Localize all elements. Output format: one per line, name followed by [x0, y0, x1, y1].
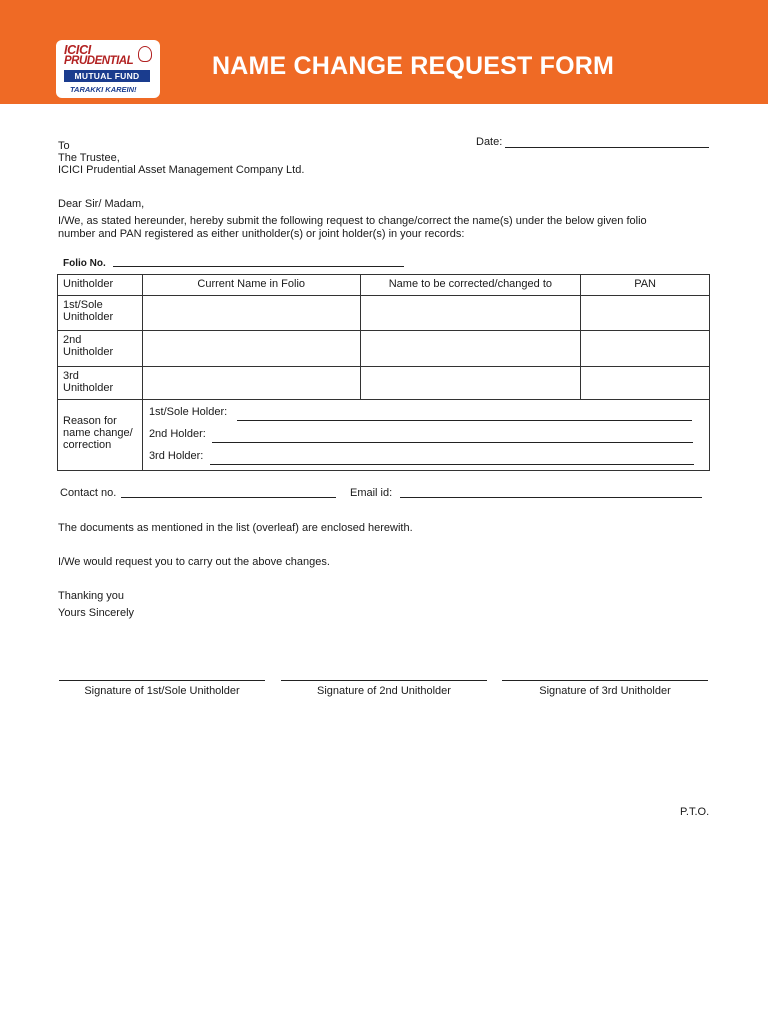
reason-3rd-holder: 3rd Holder:: [149, 448, 701, 470]
table-header-row: [58, 275, 710, 296]
current-name-3rd-cell[interactable]: [142, 367, 360, 400]
signature-1st-line[interactable]: [59, 680, 265, 681]
signature-3rd-label: Signature of 3rd Unitholder: [539, 685, 671, 697]
pto-label: P.T.O.: [680, 806, 710, 818]
header-new-name: Name to be corrected/changed to: [360, 275, 581, 296]
logo-icici-text: ICICI: [64, 43, 91, 57]
new-name-3rd-cell[interactable]: [360, 367, 581, 400]
email-field[interactable]: [400, 497, 702, 498]
date-field[interactable]: [505, 147, 709, 148]
date-label: Date:: [476, 136, 503, 148]
salutation: Dear Sir/ Madam,: [58, 198, 145, 210]
row-label-3rd: 3rd Unitholder: [58, 367, 143, 400]
header-unitholder: Unitholder: [58, 275, 143, 296]
folio-number-field[interactable]: [113, 266, 404, 267]
logo-prudential-text: PRUDENTIAL: [64, 55, 134, 67]
new-name-1st-cell[interactable]: [360, 296, 581, 331]
name-change-table: [57, 274, 710, 471]
current-name-2nd-cell[interactable]: [142, 331, 360, 367]
request-note: I/We would request you to carry out the above changes.: [58, 556, 330, 568]
reason-1st-field[interactable]: [237, 420, 692, 421]
pan-1st-cell[interactable]: [581, 296, 710, 331]
signature-2nd-line[interactable]: [281, 680, 487, 681]
current-name-1st-cell[interactable]: [142, 296, 360, 331]
signature-1st-label: Signature of 1st/Sole Unitholder: [84, 685, 240, 697]
logo-tagline: TARAKKI KAREIN!: [70, 85, 137, 94]
documents-note: The documents as mentioned in the list (overleaf) are enclosed herewith.: [58, 522, 413, 534]
table-row: [58, 367, 710, 400]
page-title: NAME CHANGE REQUEST FORM: [212, 52, 615, 80]
reason-fields: [142, 400, 709, 471]
reason-2nd-field[interactable]: [212, 442, 693, 443]
to-label: To: [58, 140, 70, 152]
row-label-1st: 1st/Sole Unitholder: [58, 296, 143, 331]
reason-1st-holder: 1st/Sole Holder:: [149, 404, 701, 426]
contact-number-field[interactable]: [121, 497, 336, 498]
body-text-line2: number and PAN registered as either unitholder(s) or joint holder(s) in your records:: [58, 228, 465, 240]
pan-2nd-cell[interactable]: [581, 331, 710, 367]
table-row: [58, 331, 710, 367]
header-banner: [0, 0, 768, 104]
reason-2nd-holder: 2nd Holder:: [149, 426, 701, 448]
new-name-2nd-cell[interactable]: [360, 331, 581, 367]
body-text-line1: I/We, as stated hereunder, hereby submit the following request to change/correct the name(s) under the below given folio: [58, 215, 647, 227]
contact-label: Contact no.: [60, 487, 117, 499]
table-row: [58, 296, 710, 331]
thanking-text: Thanking you: [58, 590, 125, 602]
pan-3rd-cell[interactable]: [581, 367, 710, 400]
row-label-2nd: 2nd Unitholder: [58, 331, 143, 367]
header-pan: PAN: [581, 275, 710, 296]
icici-prudential-logo: [56, 40, 160, 98]
signature-2nd-label: Signature of 2nd Unitholder: [317, 685, 451, 697]
reason-label: Reason for name change/ correction: [58, 400, 143, 471]
folio-label: Folio No.: [63, 258, 106, 269]
table-row: [58, 400, 710, 471]
addressee-line2: ICICI Prudential Asset Management Company Ltd.: [58, 164, 305, 176]
lion-emblem-icon: [138, 46, 152, 62]
logo-mutual-fund-text: MUTUAL FUND: [64, 70, 150, 82]
signature-3rd-line[interactable]: [502, 680, 708, 681]
reason-3rd-field[interactable]: [210, 464, 694, 465]
yours-sincerely-text: Yours Sincerely: [58, 607, 135, 619]
addressee-line1: The Trustee,: [58, 152, 120, 164]
header-current-name: Current Name in Folio: [142, 275, 360, 296]
email-label: Email id:: [350, 487, 393, 499]
